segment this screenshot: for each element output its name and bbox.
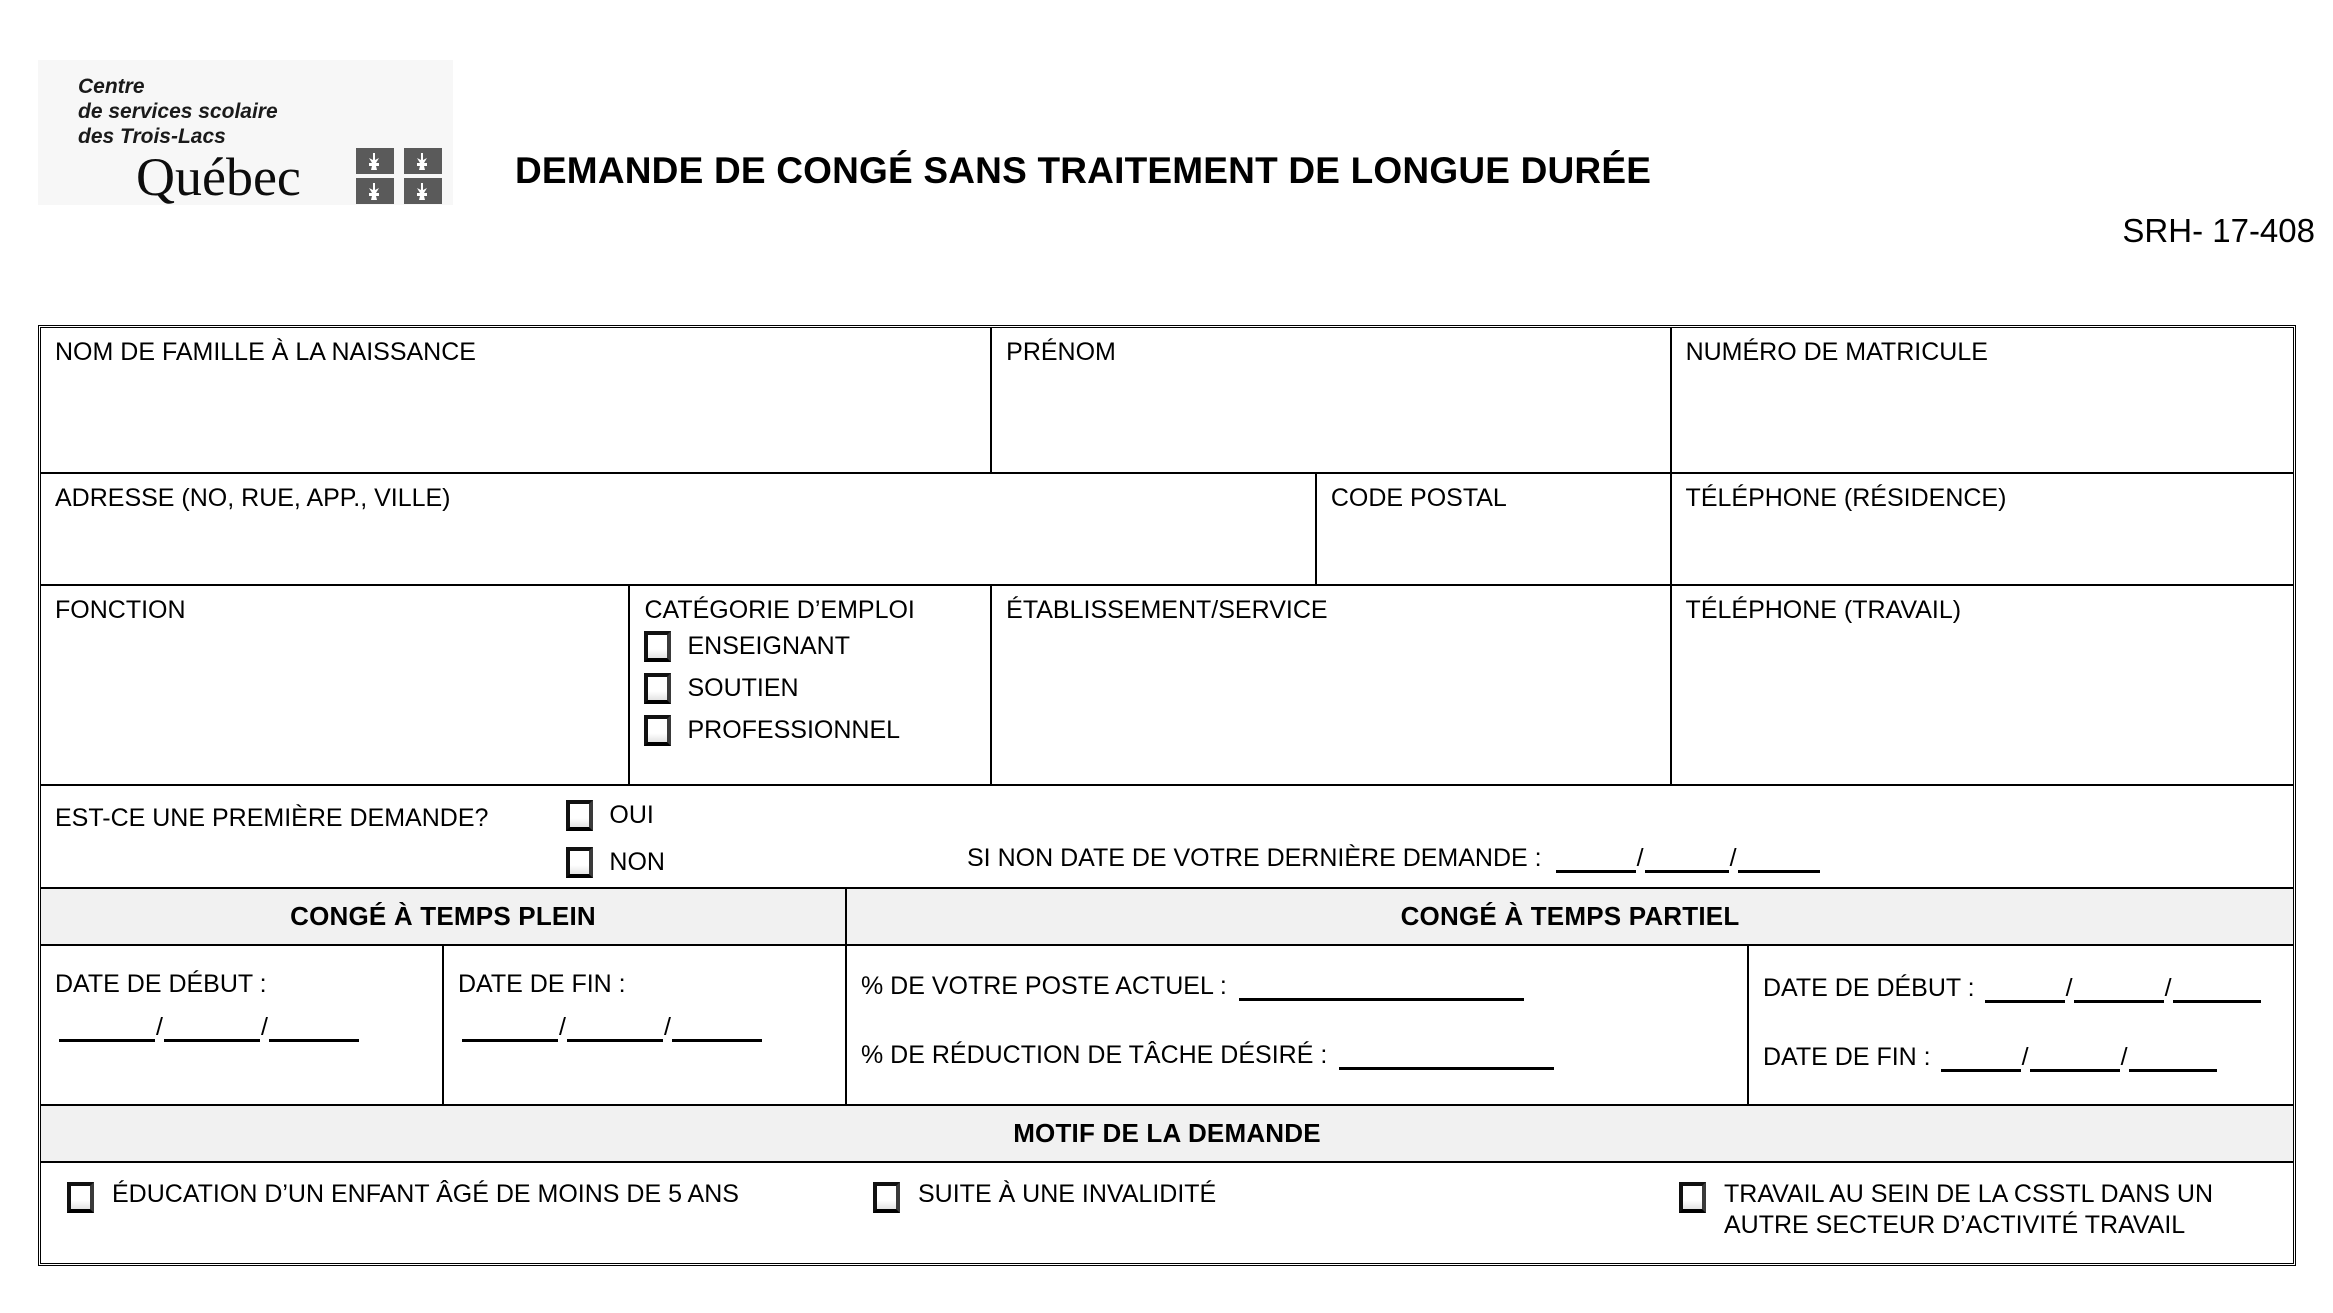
first-request-question: EST-CE UNE PREMIÈRE DEMANDE? bbox=[55, 804, 489, 832]
part-time-start-day-input[interactable] bbox=[1985, 978, 2065, 1003]
field-establishment[interactable] bbox=[992, 586, 1671, 784]
header-part-time-leave-label: CONGÉ À TEMPS PARTIEL bbox=[1400, 901, 1740, 931]
logo-graphic bbox=[38, 60, 453, 205]
field-first-name-label: PRÉNOM bbox=[1006, 338, 1116, 366]
checkbox-non-label: NON bbox=[609, 848, 665, 876]
reduction-group bbox=[861, 1041, 1733, 1070]
field-last-name[interactable] bbox=[41, 328, 992, 472]
field-postal-code-label: CODE POSTAL bbox=[1330, 484, 1507, 512]
checkbox-professionnel-label: PROFESSIONNEL bbox=[687, 715, 901, 744]
part-time-end-year-input[interactable] bbox=[2129, 1047, 2217, 1072]
header-part-time-leave bbox=[847, 889, 2293, 944]
csstl-quebec-logo bbox=[38, 60, 453, 205]
ft-start-sep-1: / bbox=[156, 1013, 163, 1041]
motif-options-row bbox=[41, 1163, 2293, 1263]
page-header bbox=[0, 0, 2333, 300]
checkbox-soutien-label: SOUTIEN bbox=[687, 673, 799, 702]
last-request-month-input[interactable] bbox=[1645, 848, 1729, 873]
full-time-start-month-input[interactable] bbox=[164, 1017, 260, 1042]
checkbox-oui-label: OUI bbox=[609, 801, 654, 829]
last-request-year-input[interactable] bbox=[1738, 848, 1820, 873]
motif-item-invalidite-label: SUITE À UNE INVALIDITÉ bbox=[918, 1180, 1217, 1208]
date-separator-2: / bbox=[1729, 844, 1737, 872]
field-postal-code[interactable] bbox=[1317, 474, 1672, 584]
full-time-end-month-input[interactable] bbox=[567, 1017, 663, 1042]
svg-text:des Trois-Lacs: des Trois-Lacs bbox=[78, 125, 226, 148]
last-request-day-input[interactable] bbox=[1556, 848, 1636, 873]
full-time-start-cell bbox=[41, 946, 444, 1104]
header-full-time-leave bbox=[41, 889, 847, 944]
part-time-start-group bbox=[1763, 974, 2279, 1003]
header-motif bbox=[41, 1106, 2293, 1161]
field-phone-work-label: TÉLÉPHONE (TRAVAIL) bbox=[1685, 596, 1962, 624]
field-phone-work[interactable] bbox=[1672, 586, 2293, 784]
field-first-name[interactable] bbox=[992, 328, 1671, 472]
motif-item-autre-secteur[interactable] bbox=[1679, 1179, 2279, 1240]
svg-text:Centre: Centre bbox=[78, 75, 145, 98]
pt-start-sep-1: / bbox=[2065, 974, 2073, 1002]
pt-end-sep-2: / bbox=[2120, 1043, 2128, 1071]
part-time-percent-cell bbox=[847, 946, 1749, 1104]
motif-column-1 bbox=[41, 1163, 847, 1263]
checkbox-education-enfant[interactable] bbox=[67, 1182, 94, 1213]
identity-row-function bbox=[41, 586, 2293, 786]
current-position-group bbox=[861, 972, 1733, 1001]
part-time-start-month-input[interactable] bbox=[2074, 978, 2164, 1003]
full-time-end-day-input[interactable] bbox=[462, 1017, 558, 1042]
header-motif-label: MOTIF DE LA DEMANDE bbox=[1013, 1118, 1321, 1148]
checkbox-row-soutien[interactable] bbox=[644, 673, 976, 704]
field-establishment-label: ÉTABLISSEMENT/SERVICE bbox=[1006, 596, 1328, 624]
checkbox-oui[interactable] bbox=[566, 800, 593, 831]
motif-column-3 bbox=[1653, 1163, 2293, 1263]
full-time-end-label: DATE DE FIN : bbox=[458, 970, 626, 998]
full-time-start-year-input[interactable] bbox=[269, 1017, 359, 1042]
first-request-cell bbox=[41, 786, 2293, 887]
full-time-start-label: DATE DE DÉBUT : bbox=[55, 970, 267, 998]
checkbox-non[interactable] bbox=[566, 847, 593, 878]
field-phone-home-label: TÉLÉPHONE (RÉSIDENCE) bbox=[1685, 484, 2007, 512]
field-employee-number[interactable] bbox=[1672, 328, 2293, 472]
full-time-end-date-group bbox=[462, 1013, 831, 1042]
identity-row-address bbox=[41, 474, 2293, 586]
ft-start-sep-2: / bbox=[260, 1013, 268, 1041]
checkbox-row-professionnel[interactable] bbox=[644, 715, 976, 746]
header-full-time-leave-label: CONGÉ À TEMPS PLEIN bbox=[290, 901, 596, 931]
reduction-input[interactable] bbox=[1339, 1045, 1554, 1070]
motif-item-invalidite[interactable] bbox=[873, 1179, 1639, 1213]
checkbox-row-oui[interactable] bbox=[566, 800, 665, 831]
last-request-date-group bbox=[967, 844, 1820, 873]
field-job-category bbox=[630, 586, 992, 784]
full-time-start-date-group bbox=[59, 1013, 428, 1042]
checkbox-row-enseignant[interactable] bbox=[644, 631, 976, 662]
leave-details-row bbox=[41, 946, 2293, 1106]
date-separator-1: / bbox=[1636, 844, 1644, 872]
part-time-start-label: DATE DE DÉBUT : bbox=[1763, 974, 1975, 1002]
checkbox-enseignant-label: ENSEIGNANT bbox=[687, 631, 850, 660]
part-time-start-year-input[interactable] bbox=[2173, 978, 2261, 1003]
motif-item-education-enfant[interactable] bbox=[67, 1179, 833, 1213]
motif-column-2 bbox=[847, 1163, 1653, 1263]
motif-item-autre-secteur-label: TRAVAIL AU SEIN DE LA CSSTL DANS UN AUTRE SECTEUR D’ACTIVITÉ TRAVAIL bbox=[1724, 1180, 2214, 1239]
leave-type-header-row bbox=[41, 889, 2293, 946]
full-time-end-cell bbox=[444, 946, 847, 1104]
part-time-end-group bbox=[1763, 1043, 2279, 1072]
motif-item-education-enfant-label: ÉDUCATION D’UN ENFANT ÂGÉ DE MOINS DE 5 ANS bbox=[112, 1180, 739, 1208]
current-position-input[interactable] bbox=[1239, 976, 1524, 1001]
full-time-start-day-input[interactable] bbox=[59, 1017, 155, 1042]
pt-start-sep-2: / bbox=[2164, 974, 2172, 1002]
svg-text:Québec: Québec bbox=[136, 147, 301, 205]
field-last-name-label: NOM DE FAMILLE À LA NAISSANCE bbox=[55, 338, 476, 366]
form-table bbox=[38, 325, 2296, 1266]
checkbox-soutien[interactable] bbox=[644, 673, 671, 704]
svg-text:de services scolaire: de services scolaire bbox=[78, 100, 278, 123]
ft-end-sep-1: / bbox=[559, 1013, 566, 1041]
field-job-category-label: CATÉGORIE D’EMPLOI bbox=[644, 596, 915, 624]
ft-end-sep-2: / bbox=[663, 1013, 671, 1041]
form-number: SRH- 17-408 bbox=[2122, 212, 2315, 249]
checkbox-professionnel[interactable] bbox=[644, 715, 671, 746]
motif-header-row bbox=[41, 1106, 2293, 1163]
checkbox-invalidite[interactable] bbox=[873, 1182, 900, 1213]
field-address[interactable] bbox=[41, 474, 1317, 584]
field-function-label: FONCTION bbox=[55, 596, 186, 624]
field-address-label: ADRESSE (NO, RUE, APP., VILLE) bbox=[55, 484, 451, 512]
last-request-date-label: SI NON DATE DE VOTRE DERNIÈRE DEMANDE : bbox=[967, 844, 1542, 872]
part-time-end-label: DATE DE FIN : bbox=[1763, 1043, 1931, 1071]
field-function[interactable] bbox=[41, 586, 630, 784]
reduction-label: % DE RÉDUCTION DE TÂCHE DÉSIRÉ : bbox=[861, 1041, 1328, 1069]
checkbox-row-non[interactable] bbox=[566, 847, 665, 878]
part-time-end-month-input[interactable] bbox=[2030, 1047, 2120, 1072]
page-title: DEMANDE DE CONGÉ SANS TRAITEMENT DE LONGUE DURÉE bbox=[515, 150, 1652, 191]
first-request-row bbox=[41, 786, 2293, 889]
field-phone-home[interactable] bbox=[1672, 474, 2293, 584]
identity-row-names bbox=[41, 328, 2293, 474]
full-time-end-year-input[interactable] bbox=[672, 1017, 762, 1042]
checkbox-autre-secteur[interactable] bbox=[1679, 1182, 1706, 1213]
checkbox-enseignant[interactable] bbox=[644, 631, 671, 662]
current-position-label: % DE VOTRE POSTE ACTUEL : bbox=[861, 972, 1227, 1000]
part-time-dates-cell bbox=[1749, 946, 2293, 1104]
field-employee-number-label: NUMÉRO DE MATRICULE bbox=[1685, 338, 1988, 366]
part-time-end-day-input[interactable] bbox=[1941, 1047, 2021, 1072]
pt-end-sep-1: / bbox=[2021, 1043, 2029, 1071]
